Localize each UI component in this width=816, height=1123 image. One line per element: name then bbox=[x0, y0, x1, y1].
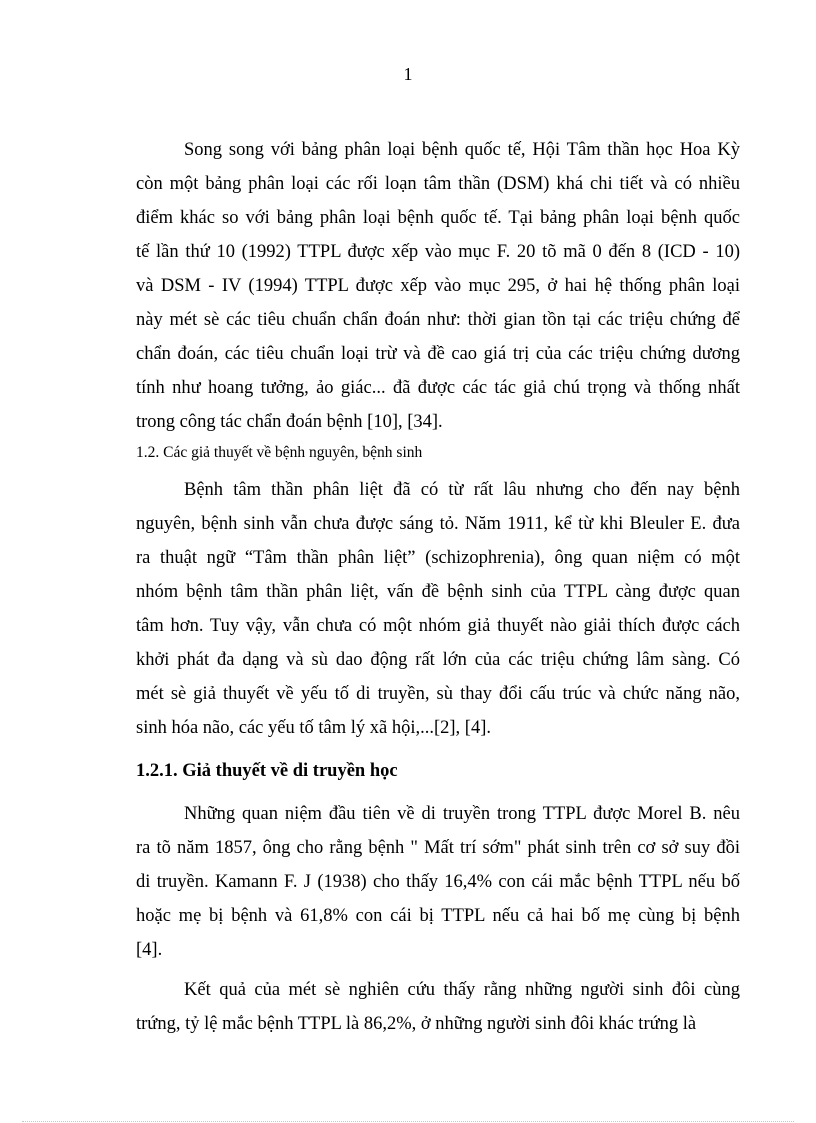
text-line: Song song với bảng phân loại bệnh quốc tế, Hội Tâm thần học Hoa Kỳ bbox=[184, 140, 740, 160]
text-line: ra tõ năm 1857, ông cho rằng bệnh " Mất trí sớm" phát sinh trên cơ sở suy đồi bbox=[136, 838, 740, 858]
text-line: khởi phát đa dạng và sù dao động rất lớn của các triệu chứng lâm sàng. Có bbox=[136, 650, 740, 670]
paragraph-etiology bbox=[136, 473, 740, 745]
text-line: nguyên, bệnh sinh vẫn chưa được sáng tỏ. Năm 1911, kể từ khi Bleuler E. đưa bbox=[136, 514, 740, 534]
paragraph-twin-studies bbox=[136, 973, 740, 1041]
text-line: còn một bảng phân loại các rối loạn tâm thần (DSM) khá chi tiết và có nhiều bbox=[136, 174, 740, 194]
text-line: sinh hóa não, các yếu tố tâm lý xã hội,...[2], [4]. bbox=[136, 718, 491, 738]
section-heading-1-2-1: 1.2.1. Giả thuyết về di truyền học bbox=[136, 761, 398, 781]
text-line: ra thuật ngữ “Tâm thần phân liệt” (schizophrenia), ông quan niệm có một bbox=[136, 548, 740, 568]
page-bottom-divider bbox=[22, 1121, 794, 1122]
text-line: chẩn đoán, các tiêu chuẩn loại trừ và đề cao giá trị của các triệu chứng dương bbox=[136, 344, 740, 364]
section-heading-1-2: 1.2. Các giả thuyết về bệnh nguyên, bệnh sinh bbox=[136, 444, 423, 461]
text-line: tế lần thứ 10 (1992) TTPL được xếp vào mục F. 20 tõ mã 0 đến 8 (ICD - 10) bbox=[136, 242, 740, 262]
text-line: hoặc mẹ bị bệnh và 61,8% con cái bị TTPL nếu cả hai bố mẹ cùng bị bệnh bbox=[136, 906, 740, 926]
paragraph-genetics-history bbox=[136, 797, 740, 967]
paragraph-dsm-classification bbox=[136, 133, 740, 439]
text-line: trong công tác chẩn đoán bệnh [10], [34]. bbox=[136, 412, 443, 432]
text-line: và DSM - IV (1994) TTPL được xếp vào mục 295, ở hai hệ thống phân loại bbox=[136, 276, 740, 296]
text-line: tâm hơn. Tuy vậy, vẫn chưa có một nhóm giả thuyết nào giải thích được cách bbox=[136, 616, 740, 636]
text-line: nhóm bệnh tâm thần phân liệt, vấn đề bệnh sinh của TTPL càng được quan bbox=[136, 582, 740, 602]
text-line: tính như hoang tưởng, ảo giác... đã được các tác giả chú trọng và thống nhất bbox=[136, 378, 740, 398]
text-line: mét sè giả thuyết về yếu tố di truyền, sù thay đổi cấu trúc và chức năng não, bbox=[136, 684, 740, 704]
text-line: Kết quả của mét sè nghiên cứu thấy rằng những người sinh đôi cùng bbox=[184, 980, 740, 1000]
text-line: di truyền. Kamann F. J (1938) cho thấy 16,4% con cái mắc bệnh TTPL nếu bố bbox=[136, 872, 740, 892]
text-line: [4]. bbox=[136, 940, 163, 960]
text-line: trứng, tỷ lệ mắc bệnh TTPL là 86,2%, ở những người sinh đôi khác trứng là bbox=[136, 1014, 697, 1034]
text-line: này mét sè các tiêu chuẩn chẩn đoán như: thời gian tồn tại các triệu chứng để bbox=[136, 310, 740, 330]
text-line: Bệnh tâm thần phân liệt đã có từ rất lâu nhưng cho đến nay bệnh bbox=[184, 480, 740, 500]
page-number: 1 bbox=[403, 64, 413, 84]
text-line: Những quan niệm đầu tiên về di truyền trong TTPL được Morel B. nêu bbox=[184, 804, 740, 824]
text-line: điểm khác so với bảng phân loại bệnh quốc tế. Tại bảng phân loại bệnh quốc bbox=[136, 208, 740, 228]
document-body bbox=[136, 133, 740, 1041]
